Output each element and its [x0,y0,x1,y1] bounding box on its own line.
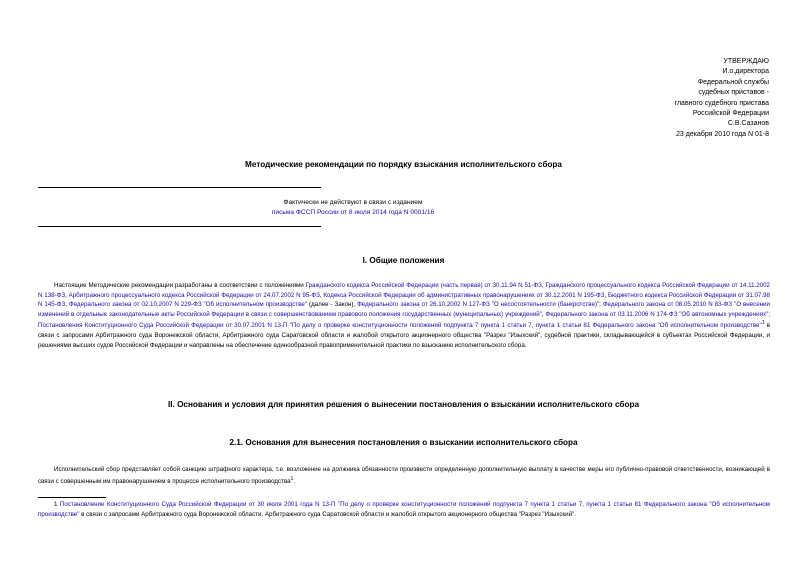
link-administrative-code[interactable]: Кодекса Российской Федерации об административных правонарушениях от 30.12.2001 N 195-ФЗ [323,291,605,299]
para-text: Исполнительский сбор представляет собой санкцию штрафного характера, т.е. возложение на должника обязанности произвести определенную дополнительную выплату в качестве меры его публично-правовой ответственности, возникающей в связи с совершенным им правонарушением в процессе исполнительного производства [38,466,770,485]
notice-link[interactable]: письма ФССП России от 8 июля 2014 года N 0001/16 [271,209,435,216]
divider-bottom [38,226,321,227]
link-law-229[interactable]: Федерального закона от 02.10.2007 N 229-ФЗ "Об исполнительном производстве" [68,301,308,309]
approval-line: И.о.директора [722,68,769,76]
link-budget-code[interactable]: Бюджетного кодекса Российской Федерации от 31.07.98 N 145-ФЗ [38,291,770,309]
para-text: (далее - Закон), [307,301,358,309]
subsection-heading-2-1: 2.1. Основания для вынесения постановления о взыскании исполнительского сбора [229,438,578,447]
para-text: . [293,477,296,485]
link-civil-procedure-code[interactable]: Гражданского процессуального кодекса Российской Федерации от 14.11.2002 N 138-ФЗ [38,282,770,299]
validity-notice [200,198,506,218]
footnote-ref[interactable]: 1 [290,475,294,482]
para-text: , [541,282,546,289]
approval-line: УТВЕРЖДАЮ [723,58,769,65]
link-law-127[interactable]: Федерального закона от 26.10.2002 N 127-ФЗ "О несостоятельности (банкротстве)" [357,301,600,309]
footnote-text: в связи с запросами Арбитражного суда Воронежской области, Арбитражного суда Саратовской области и жалобой открытого акционерного общества "Разрез "Изыхский". [79,511,576,518]
approval-line: Федеральной службы [697,78,769,86]
footnote [38,500,770,520]
link-civil-code[interactable]: Гражданского кодекса Российской Федерации (часть первая) от 30.11.94 N 51-ФЗ [305,282,542,289]
notice-text: Фактически не действуют в связи с изданием [283,199,423,206]
link-law-83[interactable]: Федерального закона от 08.05.2010 N 83-ФЗ "О внесении изменений в отдельные законодательные акты Российской Федерации в связи с совершенствованием правового положения государственных (муниципальных) учреждений" [38,301,770,318]
footnote-link[interactable]: Постановление Конституционного Суда Российской Федерации от 30 июля 2001 года N 13-П "По делу о проверке конституционности положений подпункта 7 пункта 1 статьи 7, пункта 1 статьи 81 Федерального закона "Об исполнительном производстве" [38,501,770,518]
link-arbitration-code[interactable]: Арбитражного процессуального кодекса Российской Федерации от 24.07.2002 N 95-ФЗ [68,291,320,299]
section-heading-2: II. Основания и условия для принятия решения о вынесении постановления о взыскании исполнительского сбора [167,400,640,409]
section2-paragraph [38,465,770,486]
para-text: , [65,291,69,299]
para-text: в связи с запросами Арбитражного суда Воронежской области, Арбитражного суда Саратовской области и жалобой открытого акционерного общества "Разрез "Изыхский", судебной практики, складывающейся в субъектах Российской Федерации, и решениями высших судов Российской Федерации и направлены на обеспечение единообразной правоприменительной практики по взысканию исполнительского сбора. [38,322,771,349]
footnote-divider [38,497,106,498]
document-title: Методические рекомендации по порядку взыскания исполнительского сбора [245,160,562,169]
para-text: ; [768,310,770,318]
footnote-ref[interactable]: 1 [761,320,765,327]
approval-block [629,57,769,140]
divider-top [38,187,321,188]
para-text: Настоящие Методические рекомендации разработаны в соответствии с положениями [54,282,306,289]
link-law-174[interactable]: Федерального закона от 03.11.2006 N 174-ФЗ "Об автономных учреждениях" [545,310,769,318]
section-heading-1: I. Общие положения [362,256,445,265]
approval-line: Российской Федерации [692,110,769,118]
para-text: , [604,291,608,299]
approval-line: главного судебного пристава [674,99,769,107]
approval-line: С.В.Сазанов [727,120,769,128]
approval-date: 23 декабря 2010 года N 01-8 [676,130,769,138]
para-text: , [65,301,69,309]
para-text: , [319,291,324,299]
footnote-marker: 1 [54,501,58,508]
section1-paragraph [38,281,770,350]
para-text: , [541,310,546,318]
approval-line: судебных приставов - [698,89,769,97]
para-text: ; [599,301,603,309]
link-resolution-13p[interactable]: Постановления Конституционного Суда Российской Федерации от 30.07.2001 N 13-П "По делу о проверке конституционности положений подпункта 7 пункта 1 статьи 7, пункта 1 статьи 81 Федерального закона "Об исполнительном производстве" [38,322,762,330]
